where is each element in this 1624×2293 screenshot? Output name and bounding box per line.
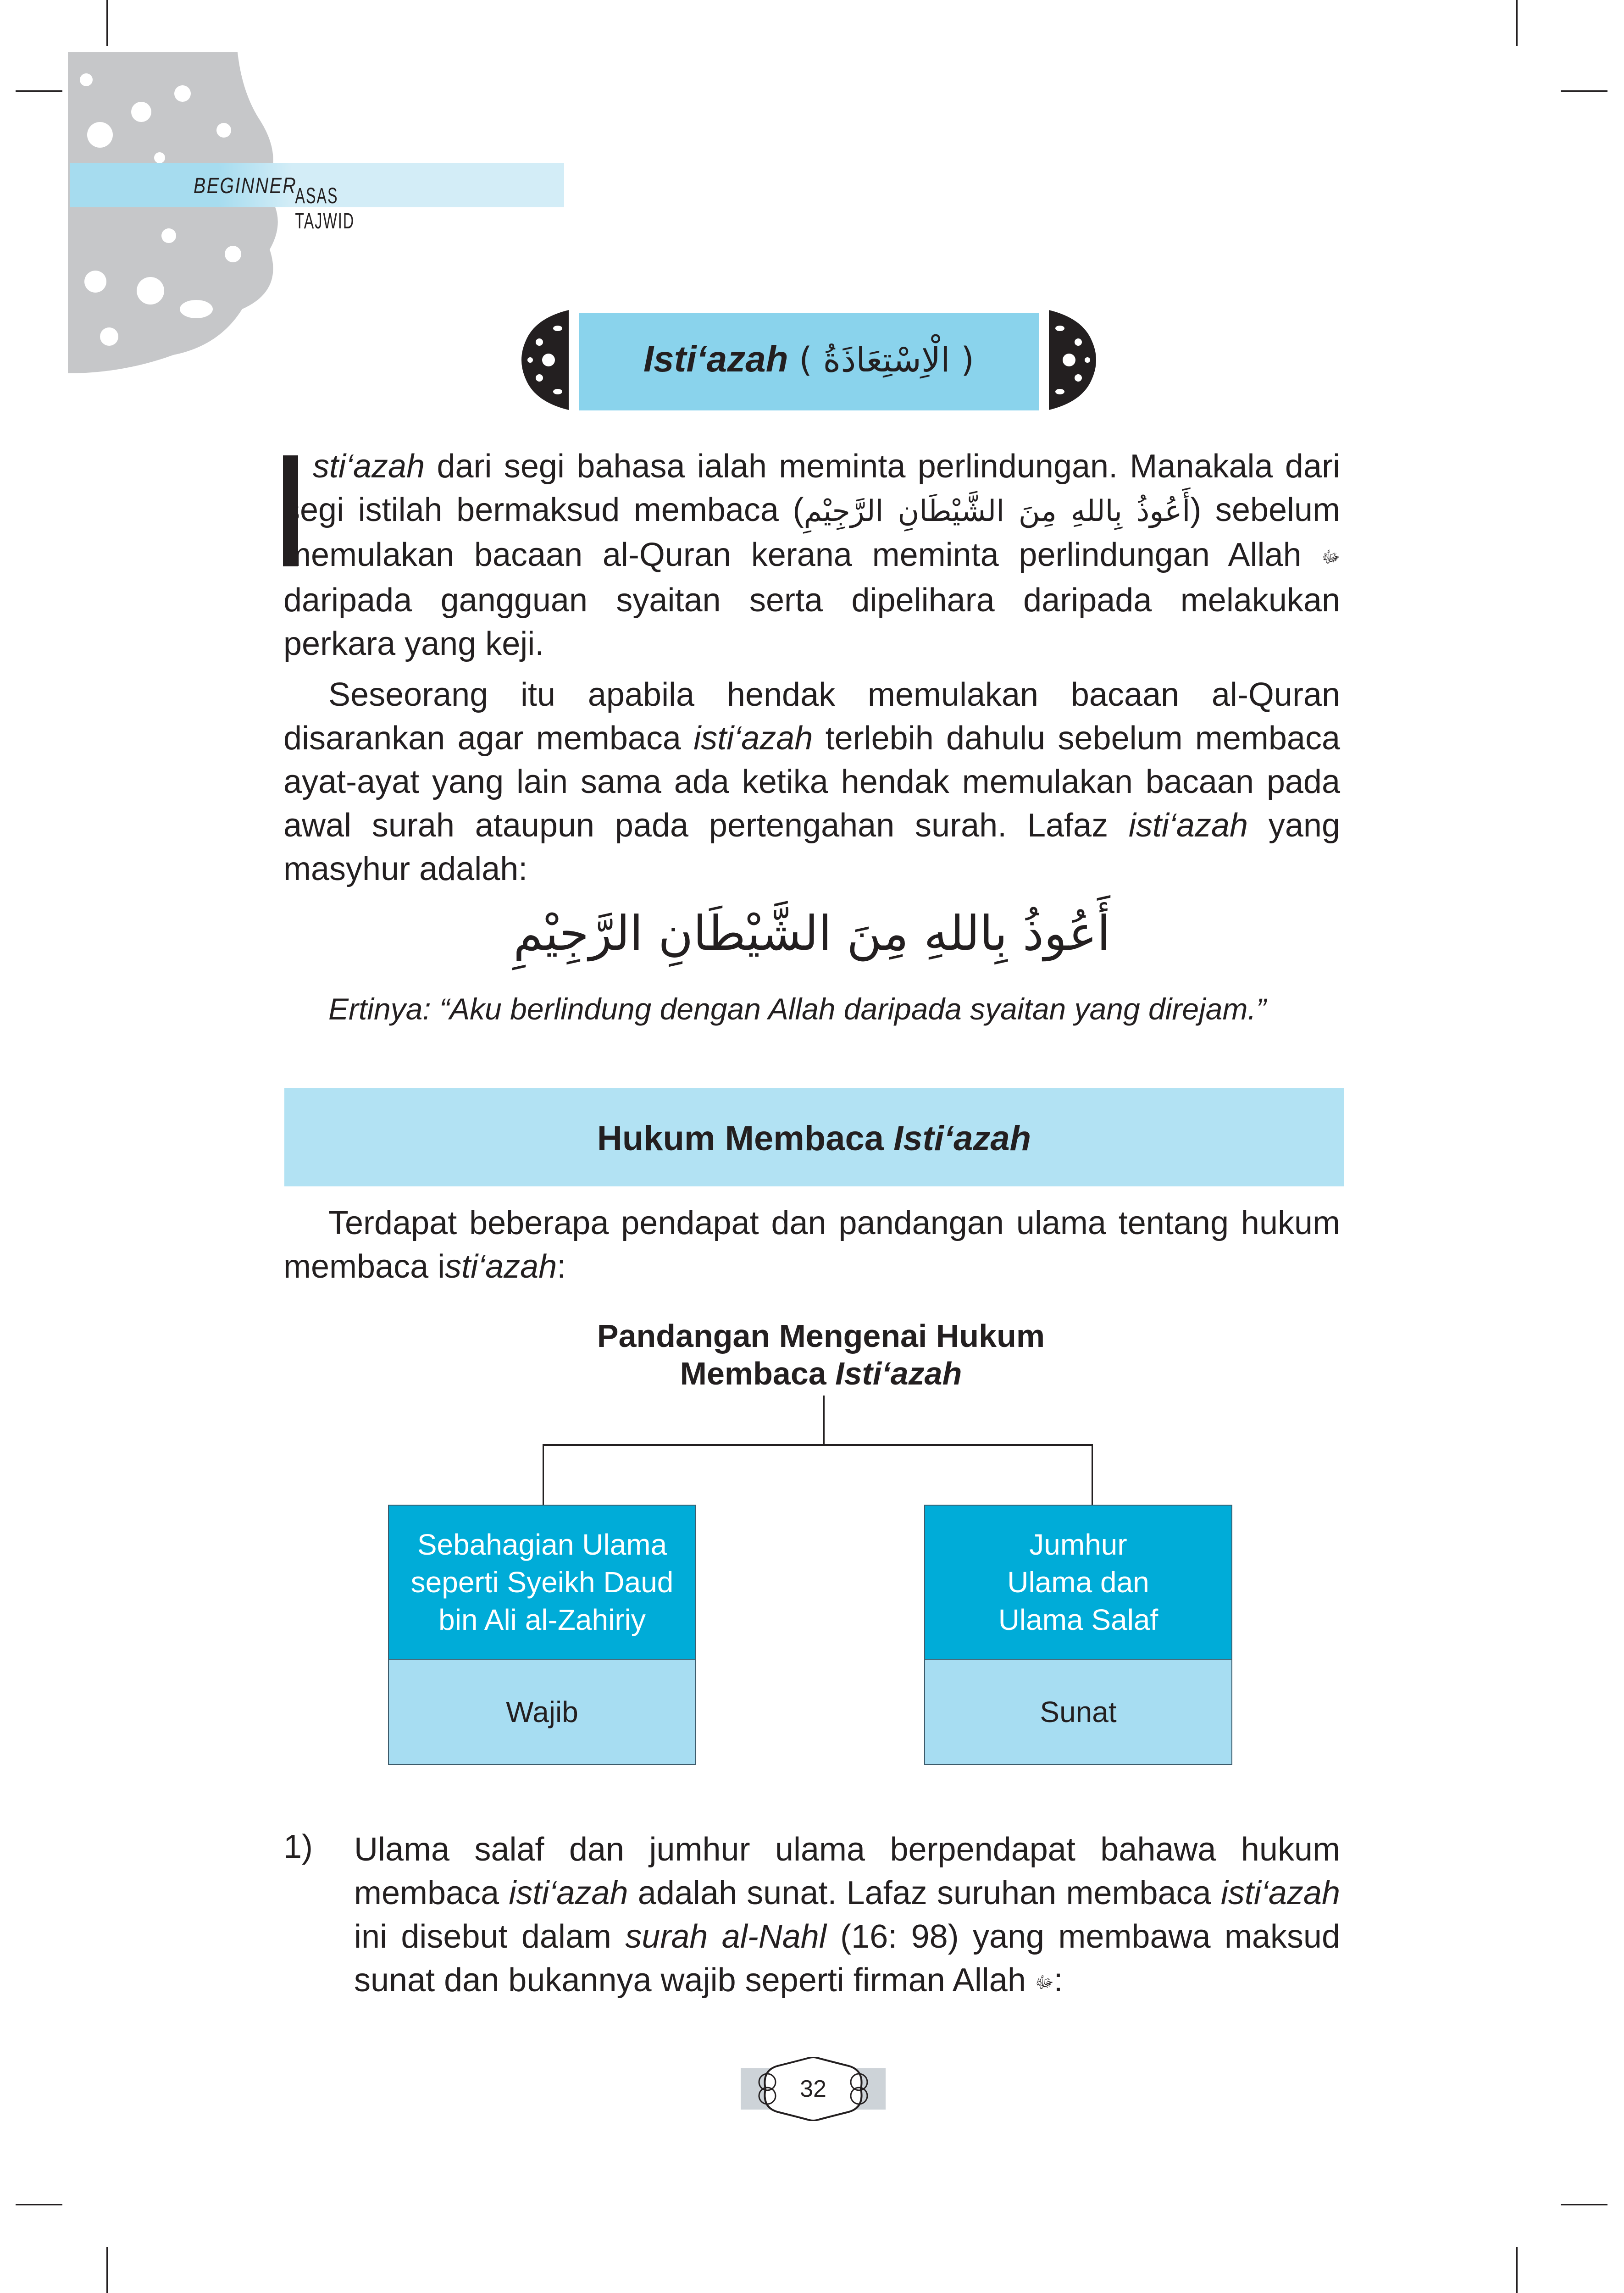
second-paragraph (283, 673, 1340, 891)
section-heading (284, 1119, 1344, 1158)
connector-line (1092, 1445, 1093, 1505)
arabic-verse: أَعُوذُ بِاللهِ مِنَ الشَّيْطَانِ الرَّجِيْمِ (513, 905, 1110, 961)
term-italic: isti‘azah (509, 1875, 628, 1911)
text: adalah sunat. Lafaz suruhan membaca (628, 1875, 1221, 1911)
crop-mark (106, 0, 108, 46)
section-intro (283, 1202, 1340, 1289)
translation: Ertinya: “Aku berlindung dengan Allah daripada syaitan yang direjam.” (328, 992, 1266, 1026)
text: ) sebelum memulakan bacaan al-Quran kerana meminta perlindungan Allah (283, 492, 1341, 573)
crop-mark (1516, 2247, 1518, 2293)
chapter-title (579, 338, 1039, 380)
crop-mark (106, 2247, 108, 2293)
section-heading-bar (284, 1088, 1344, 1186)
section-title-italic: Isti‘azah (893, 1119, 1031, 1158)
chapter-title-arabic: الْاِسْتِعَاذَةُ (823, 340, 950, 380)
text: yang masyhur adalah: (283, 807, 1340, 887)
connector-line (543, 1444, 1093, 1446)
diagram-title-line1: Pandangan Mengenai Hukum (597, 1318, 1045, 1354)
term-italic: sti‘azah (313, 448, 425, 485)
paren: ( (788, 340, 823, 380)
crop-mark (16, 90, 62, 92)
honorific-glyph-icon: ﷻ (1035, 1973, 1054, 1992)
term-italic: isti‘azah (1128, 807, 1248, 844)
corner-lace-pattern-icon (68, 52, 293, 373)
text: Terdapat beberapa pendapat dan pandangan ulama tentang hukum membaca i (283, 1205, 1340, 1285)
diagram-title (459, 1317, 1183, 1392)
text: Ulama salaf dan jumhur ulama berpendapat bahawa hukum membaca (354, 1831, 1340, 1911)
diagram-node-ruling: Wajib (388, 1660, 696, 1765)
page-number-badge (741, 2057, 886, 2121)
chapter-title-box (579, 313, 1039, 410)
diagram-node-ruling: Sunat (924, 1660, 1232, 1765)
connector-line (543, 1445, 544, 1505)
list-item (354, 1828, 1340, 2004)
term-italic: isti‘azah (693, 720, 813, 757)
term-italic: isti‘azah (1220, 1875, 1340, 1911)
connector-line (823, 1396, 825, 1445)
text: Seseorang itu apabila hendak memulakan bacaan al-Quran disarankan agar membaca (283, 676, 1340, 757)
text: terlebih dahulu sebelum membaca ayat-ayat yang lain sama ada ketika hendak memulakan bacaan pada awal surah ataupun pada pertengahan surah. Lafaz (283, 720, 1340, 844)
text: ini disebut dalam (354, 1918, 626, 1955)
honorific-glyph-icon: ﷻ (1321, 548, 1340, 567)
section-title: Hukum Membaca (597, 1119, 894, 1158)
diagram-node-group: Sebahagian Ulama seperti Syeikh Daud bin Ali al-Zahiriy (388, 1505, 696, 1660)
crop-mark (16, 2204, 62, 2205)
diagram-node-group: Jumhur Ulama dan Ulama Salaf (924, 1505, 1232, 1660)
running-head-italic: BEGINNER (194, 174, 297, 198)
text: dari segi bahasa ialah meminta perlindungan. Manakala dari segi istilah bermaksud membaca ( (283, 448, 1340, 528)
text: : (557, 1248, 566, 1285)
crop-mark (1561, 2204, 1607, 2205)
paren: ) (950, 340, 975, 380)
running-head-text: ASAS TAJWID (295, 184, 355, 233)
chapter-title-latin: Isti‘azah (643, 338, 788, 379)
arabic-inline: أَعُوذُ بِاللهِ مِنَ الشَّيْطَانِ الرَّجِيْمِ (804, 494, 1191, 528)
surah-name: surah al-Nahl (625, 1918, 826, 1955)
text: Membaca (680, 1356, 836, 1391)
list-number: 1) (283, 1828, 313, 1865)
crop-mark (1561, 90, 1607, 92)
running-head (70, 163, 564, 233)
text: : (1053, 1962, 1063, 1999)
term-italic: Isti‘azah (835, 1356, 962, 1391)
term-italic: sti‘azah (445, 1248, 557, 1285)
text: daripada gangguan syaitan serta dipelihara daripada melakukan perkara yang keji. (283, 582, 1340, 663)
mandala-ornament-icon (1049, 310, 1097, 410)
crop-mark (1516, 0, 1518, 46)
diagram-title-line2 (459, 1355, 1183, 1392)
intro-paragraph (283, 445, 1340, 666)
text: (16: 98) yang membawa maksud sunat dan bukannya wajib seperti firman Allah (354, 1918, 1340, 1999)
page-number: 32 (800, 2076, 826, 2102)
mandala-ornament-icon (521, 310, 569, 410)
